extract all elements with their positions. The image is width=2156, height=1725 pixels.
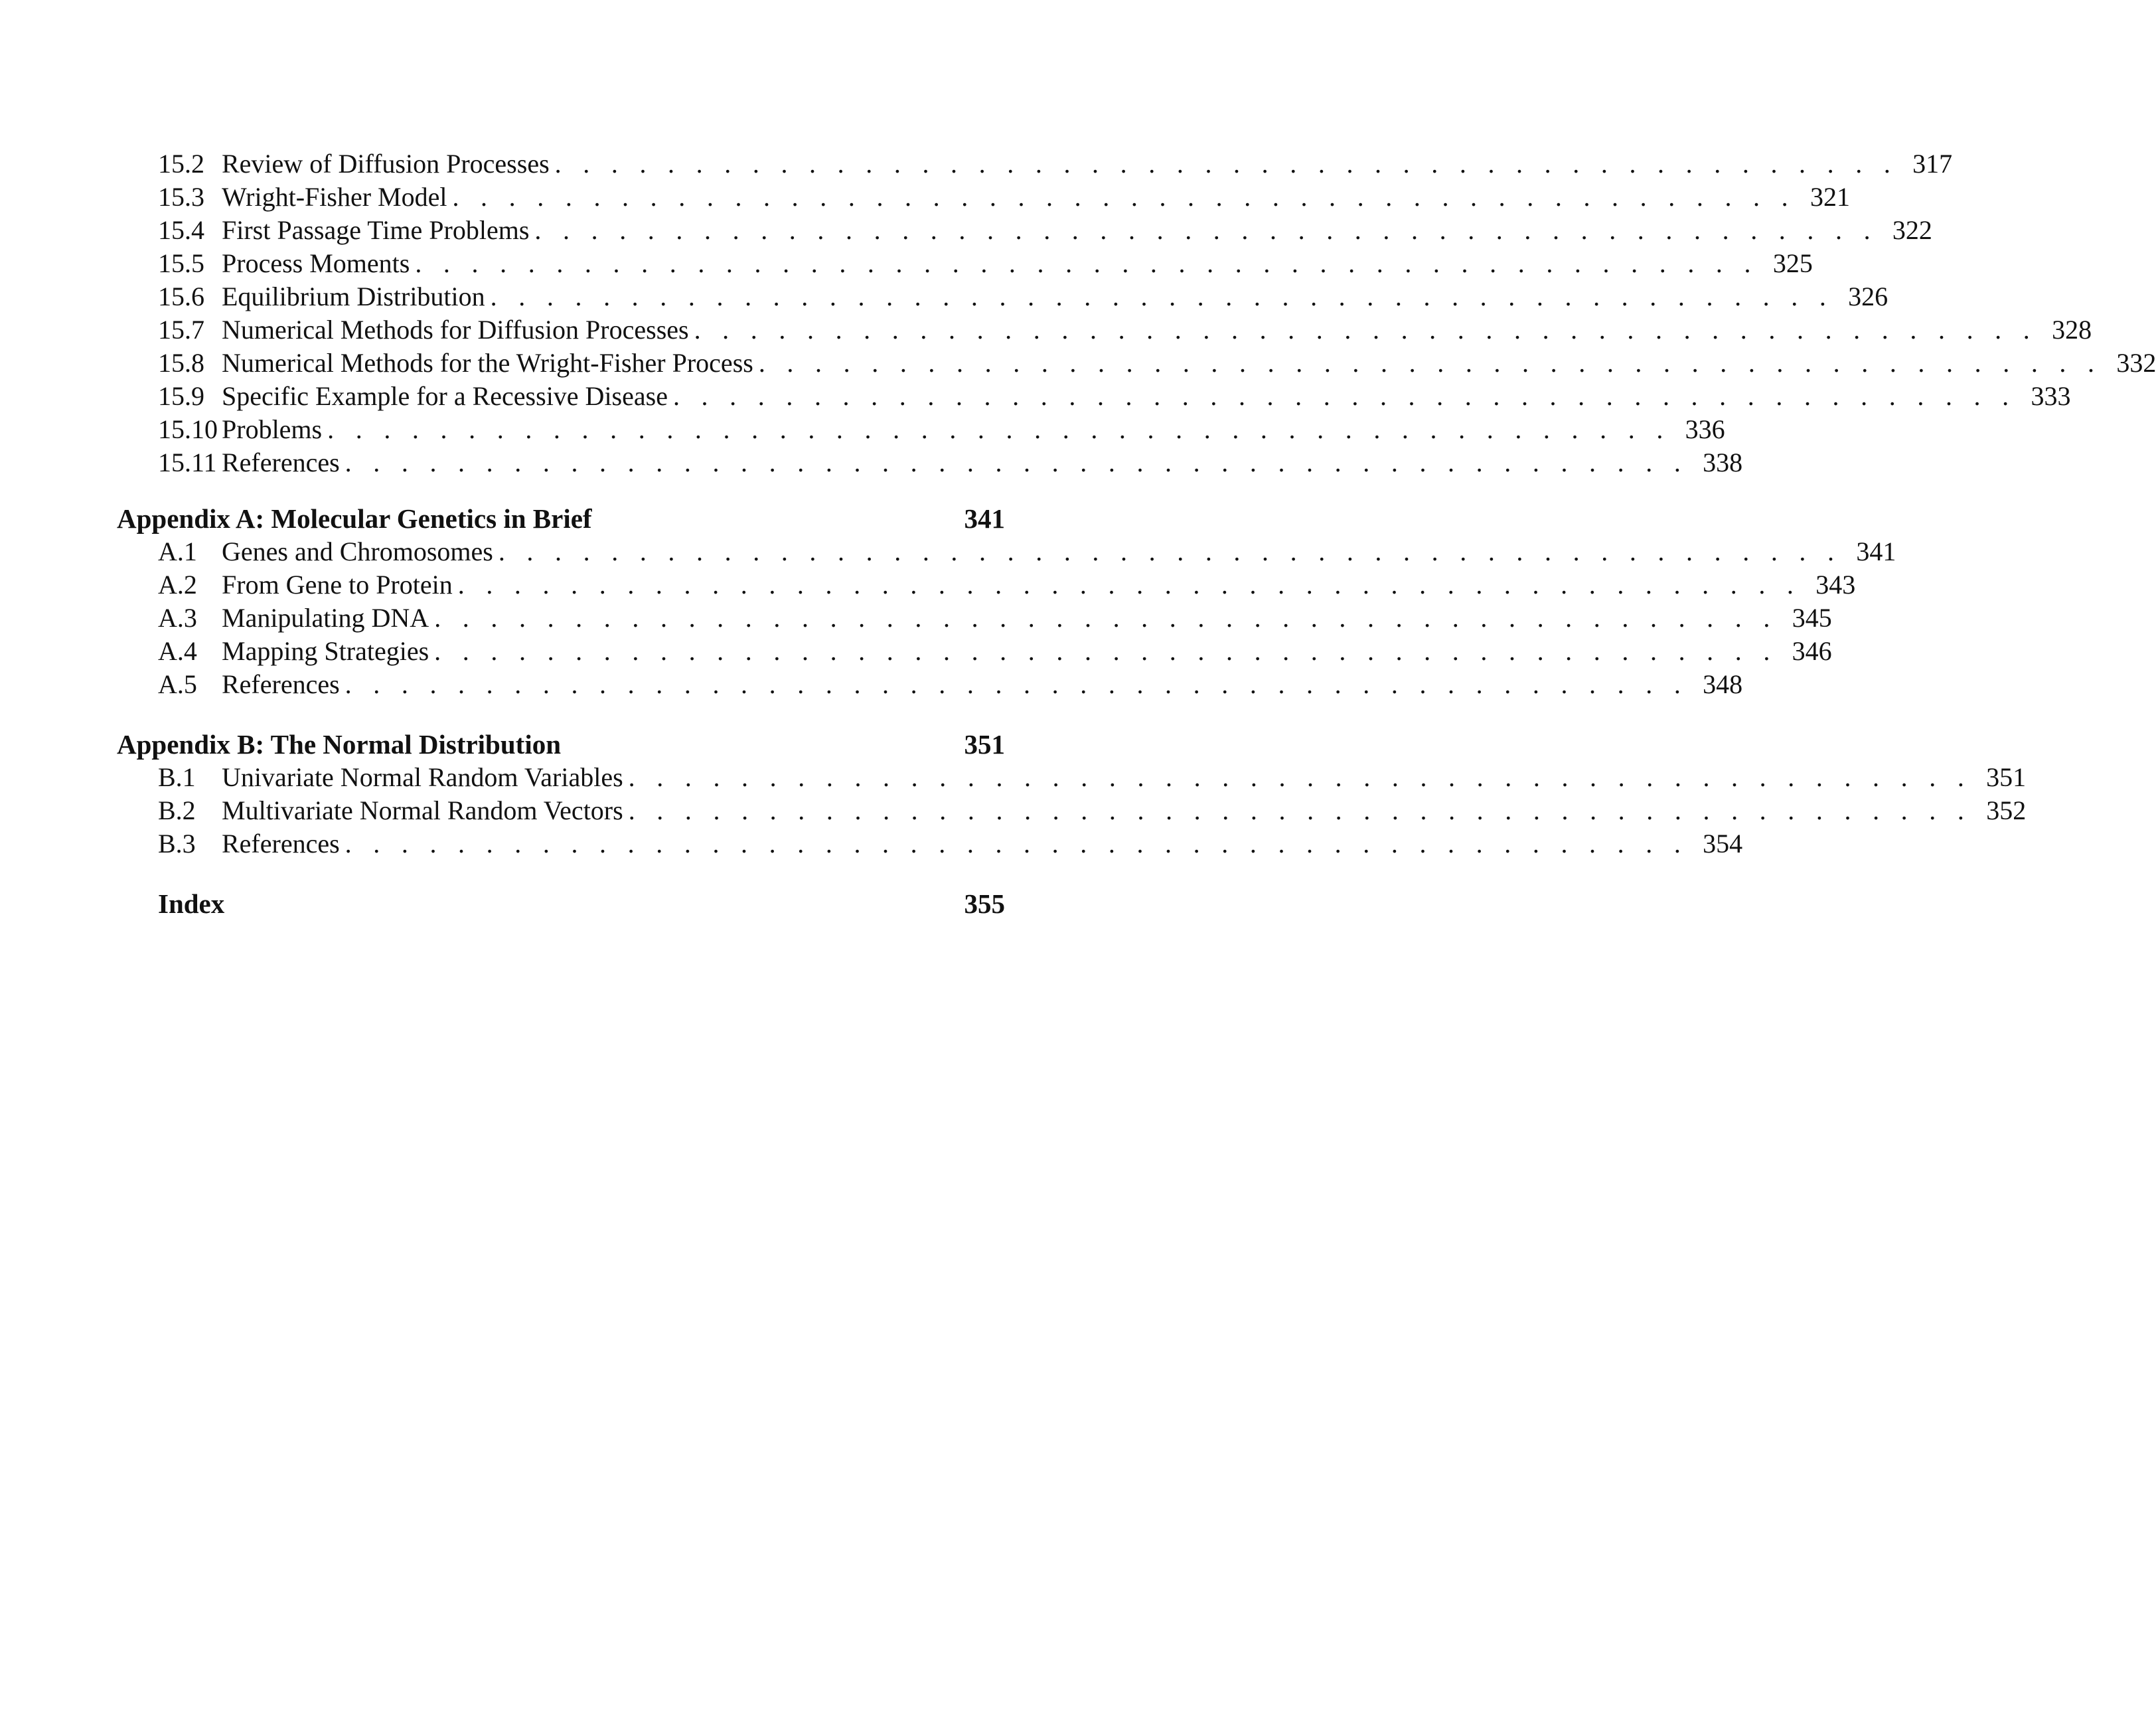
entry-page: 321 [1810,182,1850,212]
entry-title: Specific Example for a Recessive Disease [222,381,668,411]
entry-title: Genes and Chromosomes [222,536,493,566]
entry-page: 338 [1703,448,1743,477]
entry-title: References [222,669,340,699]
entry-page: 351 [1986,762,2027,792]
entry-number: A.5 [158,669,197,699]
dot-leader: . . . . . . . . . . . . . . . . . . . . . . . . . . . . . . . . . . . . . . . . . . . . . . . . [434,603,1778,633]
toc-entry[interactable] [158,280,1888,313]
entry-page: 336 [1685,414,1725,444]
heading-page: 341 [964,503,1005,534]
entry-title: Equilibrium Distribution [222,282,485,311]
heading-title: Index [158,888,225,919]
dot-leader: . . . . . . . . . . . . . . . . . . . . . . . . . . . . . . . . . . . . . . . . . . . . . . . . [554,149,1898,179]
toc-entry[interactable] [158,313,2092,347]
heading-title: Appendix A: Molecular Genetics in Brief [117,503,592,534]
dot-leader: . . . . . . . . . . . . . . . . . . . . . . . . . . . . . . . . . . . . . . . . . . . . . . . . [694,315,2038,345]
dot-leader: . . . . . . . . . . . . . . . . . . . . . . . . . . . . . . . . . . . . . . . . . . . . . . . . [345,448,1689,477]
entry-title: Wright-Fisher Model [222,182,447,212]
toc-entry[interactable] [158,761,2027,794]
entry-number: 15.7 [158,315,204,345]
entry-title: Numerical Methods for Diffusion Processes [222,315,689,345]
toc-entry[interactable] [158,147,1953,181]
entry-number: 15.5 [158,248,204,278]
toc-entry[interactable] [158,535,1896,568]
entry-page: 352 [1986,795,2027,825]
dot-leader: . . . . . . . . . . . . . . . . . . . . . . . . . . . . . . . . . . . . . . . . . . . . . . . . [534,215,1878,245]
entry-number: 15.2 [158,149,204,179]
toc-entry[interactable] [158,181,1850,214]
entry-page: 326 [1848,282,1888,311]
appendix-a-heading[interactable] [117,502,1005,535]
entry-title: Mapping Strategies [222,636,429,666]
toc-entry[interactable] [158,668,1743,701]
dot-leader: . . . . . . . . . . . . . . . . . . . . . . . . . . . . . . . . . . . . . . . . . . . . . . . . [415,248,1758,278]
entry-page: 325 [1772,248,1813,278]
entry-number: A.2 [158,570,197,600]
dot-leader: . . . . . . . . . . . . . . . . . . . . . . . . . . . . . . . . . . . . . . . . . . . . . . . . [672,381,2017,411]
dot-leader: . . . . . . . . . . . . . . . . . . . . . . . . . . . . . . . . . . . . . . . . . . . . . . . . [434,636,1778,666]
toc-entry[interactable] [158,413,1725,446]
entry-title: Problems [222,414,323,444]
toc-entry[interactable] [158,214,1932,247]
dot-leader: . . . . . . . . . . . . . . . . . . . . . . . . . . . . . . . . . . . . . . . . . . . . . . . . [628,795,1972,825]
entry-title: Univariate Normal Random Variables [222,762,623,792]
heading-page: 351 [964,729,1005,760]
toc-entry[interactable] [158,794,2027,827]
toc-entry[interactable] [158,347,2156,380]
entry-number: A.1 [158,536,197,566]
entry-title: Review of Diffusion Processes [222,149,550,179]
entry-number: A.4 [158,636,197,666]
entry-number: 15.6 [158,282,204,311]
entry-number: 15.3 [158,182,204,212]
entry-page: 354 [1703,829,1743,859]
entry-title: First Passage Time Problems [222,215,530,245]
appendix-b-heading[interactable] [117,728,1005,761]
entry-page: 333 [2031,381,2071,411]
toc-entry[interactable] [158,380,2071,413]
toc-entry[interactable] [158,602,1832,635]
entry-title: References [222,829,340,859]
entry-title: Manipulating DNA [222,603,429,633]
entry-page: 348 [1703,669,1743,699]
entry-number: A.3 [158,603,197,633]
dot-leader: . . . . . . . . . . . . . . . . . . . . . . . . . . . . . . . . . . . . . . . . . . . . . . . . [498,536,1842,566]
entry-page: 328 [2052,315,2092,345]
entry-number: 15.10 [158,414,218,444]
heading-page: 355 [964,888,1005,919]
entry-title: From Gene to Protein [222,570,453,600]
dot-leader: . . . . . . . . . . . . . . . . . . . . . . . . . . . . . . . . . . . . . . . . . . . . . . . . [345,829,1689,859]
toc-entry[interactable] [158,827,1743,861]
dot-leader: . . . . . . . . . . . . . . . . . . . . . . . . . . . . . . . . . . . . . . . . . . . . . . . . [452,182,1796,212]
entry-page: 341 [1856,536,1896,566]
entry-title: Numerical Methods for the Wright-Fisher Process [222,348,753,378]
entry-page: 345 [1792,603,1832,633]
toc-entry[interactable] [158,568,1856,602]
entry-title: Process Moments [222,248,410,278]
entry-page: 332 [2116,348,2156,378]
entry-page: 322 [1892,215,1932,245]
heading-title: Appendix B: The Normal Distribution [117,729,562,760]
dot-leader: . . . . . . . . . . . . . . . . . . . . . . . . . . . . . . . . . . . . . . . . . . . . . . . . [345,669,1689,699]
dot-leader: . . . . . . . . . . . . . . . . . . . . . . . . . . . . . . . . . . . . . . . . . . . . . . . . [758,348,2102,378]
entry-number: 15.4 [158,215,204,245]
entry-number: B.3 [158,829,196,859]
dot-leader: . . . . . . . . . . . . . . . . . . . . . . . . . . . . . . . . . . . . . . . . . . . . . . . . [490,282,1834,311]
dot-leader: . . . . . . . . . . . . . . . . . . . . . . . . . . . . . . . . . . . . . . . . . . . . . . . . [457,570,1802,600]
entry-number: B.1 [158,762,196,792]
index-heading[interactable] [158,887,1005,920]
entry-title: Multivariate Normal Random Vectors [222,795,623,825]
toc-entry[interactable] [158,635,1832,668]
entry-page: 343 [1815,570,1856,600]
toc-entry[interactable] [158,247,1813,280]
entry-page: 317 [1912,149,1953,179]
entry-number: B.2 [158,795,196,825]
dot-leader: . . . . . . . . . . . . . . . . . . . . . . . . . . . . . . . . . . . . . . . . . . . . . . . . [327,414,1671,444]
toc-entry[interactable] [158,446,1743,479]
entry-number: 15.9 [158,381,204,411]
entry-number: 15.8 [158,348,204,378]
entry-page: 346 [1792,636,1832,666]
dot-leader: . . . . . . . . . . . . . . . . . . . . . . . . . . . . . . . . . . . . . . . . . . . . . . . . [628,762,1972,792]
entry-number: 15.11 [158,448,217,477]
entry-title: References [222,448,340,477]
